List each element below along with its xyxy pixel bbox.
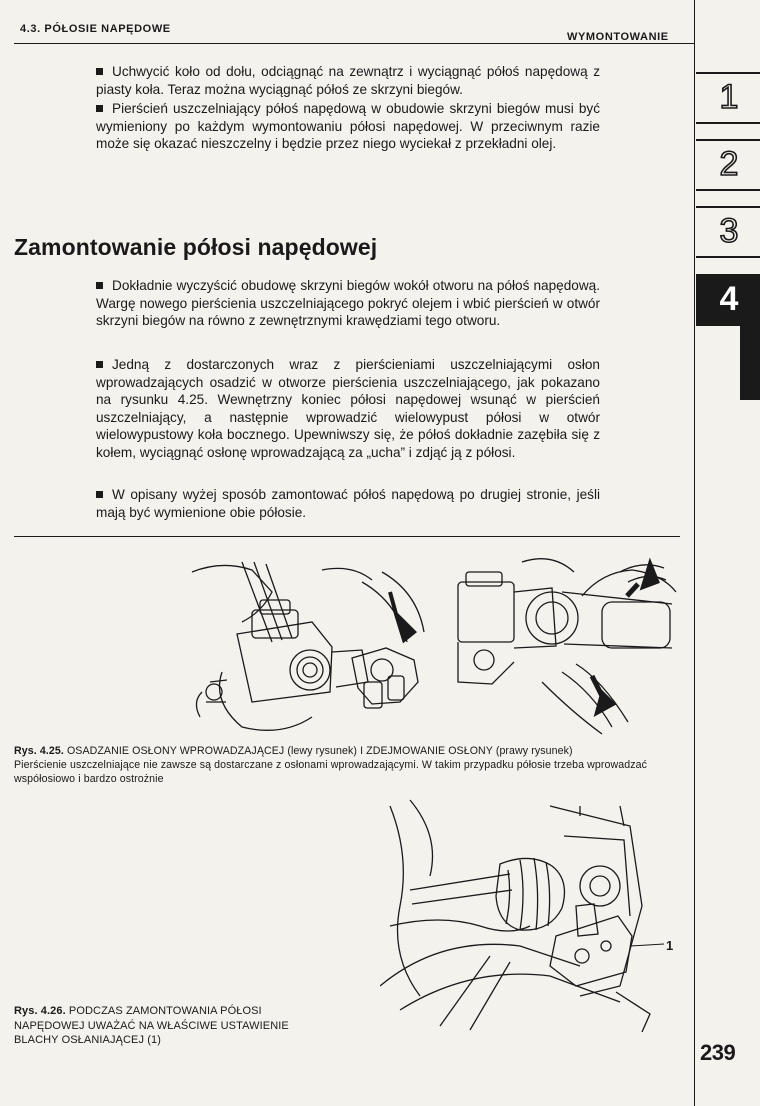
chapter-tab-2-label: 2 [719, 145, 739, 183]
bullet-icon [96, 361, 103, 368]
margin-rule [694, 0, 695, 1106]
figure-4-26-callout: 1 [666, 938, 674, 953]
chapter-tab-3-label: 3 [719, 212, 739, 250]
figure-4-25-joiner: I [360, 745, 364, 757]
figure-4-25-left-illustration [182, 552, 432, 738]
bullet-icon [96, 68, 103, 75]
paragraph [96, 63, 600, 98]
paragraph-text: W opisany wyżej sposób zamontować półoś napędową po drugiej stronie, jeśli mają być wymienione obie półosie. [96, 487, 600, 520]
page-number: 239 [700, 1040, 736, 1065]
figure-4-26-title: PODCZAS ZAMONTOWANIA PÓŁOSI NAPĘDOWEJ UWAŻAĆ NA WŁAŚCIWE USTAWIENIE BLACHY OSŁANIAJĄCEJ (1) [14, 1005, 289, 1046]
figure-4-25-caption [14, 744, 684, 786]
paragraph-text: Uchwycić koło od dołu, odciągnąć na zewnątrz i wyciągnąć półoś napędową z piasty koła. Teraz można wyciągnąć półoś ze skrzyni biegów. [96, 64, 600, 97]
figure-4-25-right-illustration [452, 552, 680, 738]
chapter-tab-4-label: 4 [719, 280, 739, 318]
figure-4-25-title: OSADZANIE OSŁONY WPROWADZAJĄCEJ [66, 745, 285, 757]
paragraph [96, 277, 600, 330]
paragraph [96, 356, 600, 462]
separator-rule [14, 536, 680, 537]
chapter-tab-1-label: 1 [719, 78, 739, 116]
running-header-category: WYMONTOWANIE [567, 31, 669, 43]
header-rule [14, 43, 695, 44]
chapter-tab-edge [740, 280, 760, 400]
chapter-tab-3[interactable] [696, 206, 760, 258]
bullet-icon [96, 105, 103, 112]
figure-4-25-number: Rys. 4.25. [14, 745, 64, 757]
figure-4-26-number: Rys. 4.26. [14, 1005, 66, 1017]
bullet-icon [96, 491, 103, 498]
running-header-section: 4.3. PÓŁOSIE NAPĘDOWE [20, 23, 171, 35]
paragraph [96, 100, 600, 153]
section-title: Zamontowanie półosi napędowej [14, 234, 378, 260]
chapter-tab-1[interactable] [696, 72, 760, 124]
figure-4-25-left-note: (lewy rysunek) [287, 745, 358, 757]
figure-4-26-caption [14, 1004, 314, 1048]
figure-4-25-caption-title [14, 744, 684, 758]
figure-4-25-title2: ZDEJMOWANIE OSŁONY [366, 745, 493, 757]
chapter-tab-2[interactable] [696, 139, 760, 191]
paragraph-text: Pierścień uszczelniający półoś napędową w obudowie skrzyni biegów musi być wymieniony po każdym wymontowaniu półosi napędowej. W przeciwnym razie może się okazać nieszczelny i będzie przez niego wyciekał z przekładni olej. [96, 101, 600, 152]
figure-4-25-description: Pierścienie uszczelniające nie zawsze są dostarczane z osłonami wprowadzającymi. W takim przypadku półosie trzeba wprowadzać współosiowo i bardzo ostrożnie [14, 759, 647, 785]
figure-4-26-illustration [380, 796, 666, 1032]
figure-4-25-right-note: (prawy rysunek) [495, 745, 573, 757]
paragraph-text: Dokładnie wyczyścić obudowę skrzyni biegów wokół otworu na półoś napędową. Wargę nowego pierścienia uszczelniającego pokryć olejem i wbić pierścień w otwór skrzyni biegów na równo z zewnętrznymi krawędziami tego otworu. [96, 278, 600, 329]
paragraph [96, 486, 600, 521]
paragraph-text: Jedną z dostarczonych wraz z pierścieniami uszczelniającymi osłon wprowadzających osadzić w otworze pierścienia uszczelniającego, jak pokazano na rysunku 4.25. Wewnętrzny koniec półosi napędowej wsunąć w pierścień uszczelniający, a następnie wprowadzić wielowypust półosi w otwór wielowypustowy koła bocznego. Upewniwszy się, że półoś dokładnie zazębiła się z kołem, wyciągnąć osłonę wprowadzającą za „ucha” i zdjąć ją z półosi. [96, 357, 600, 460]
bullet-icon [96, 282, 103, 289]
